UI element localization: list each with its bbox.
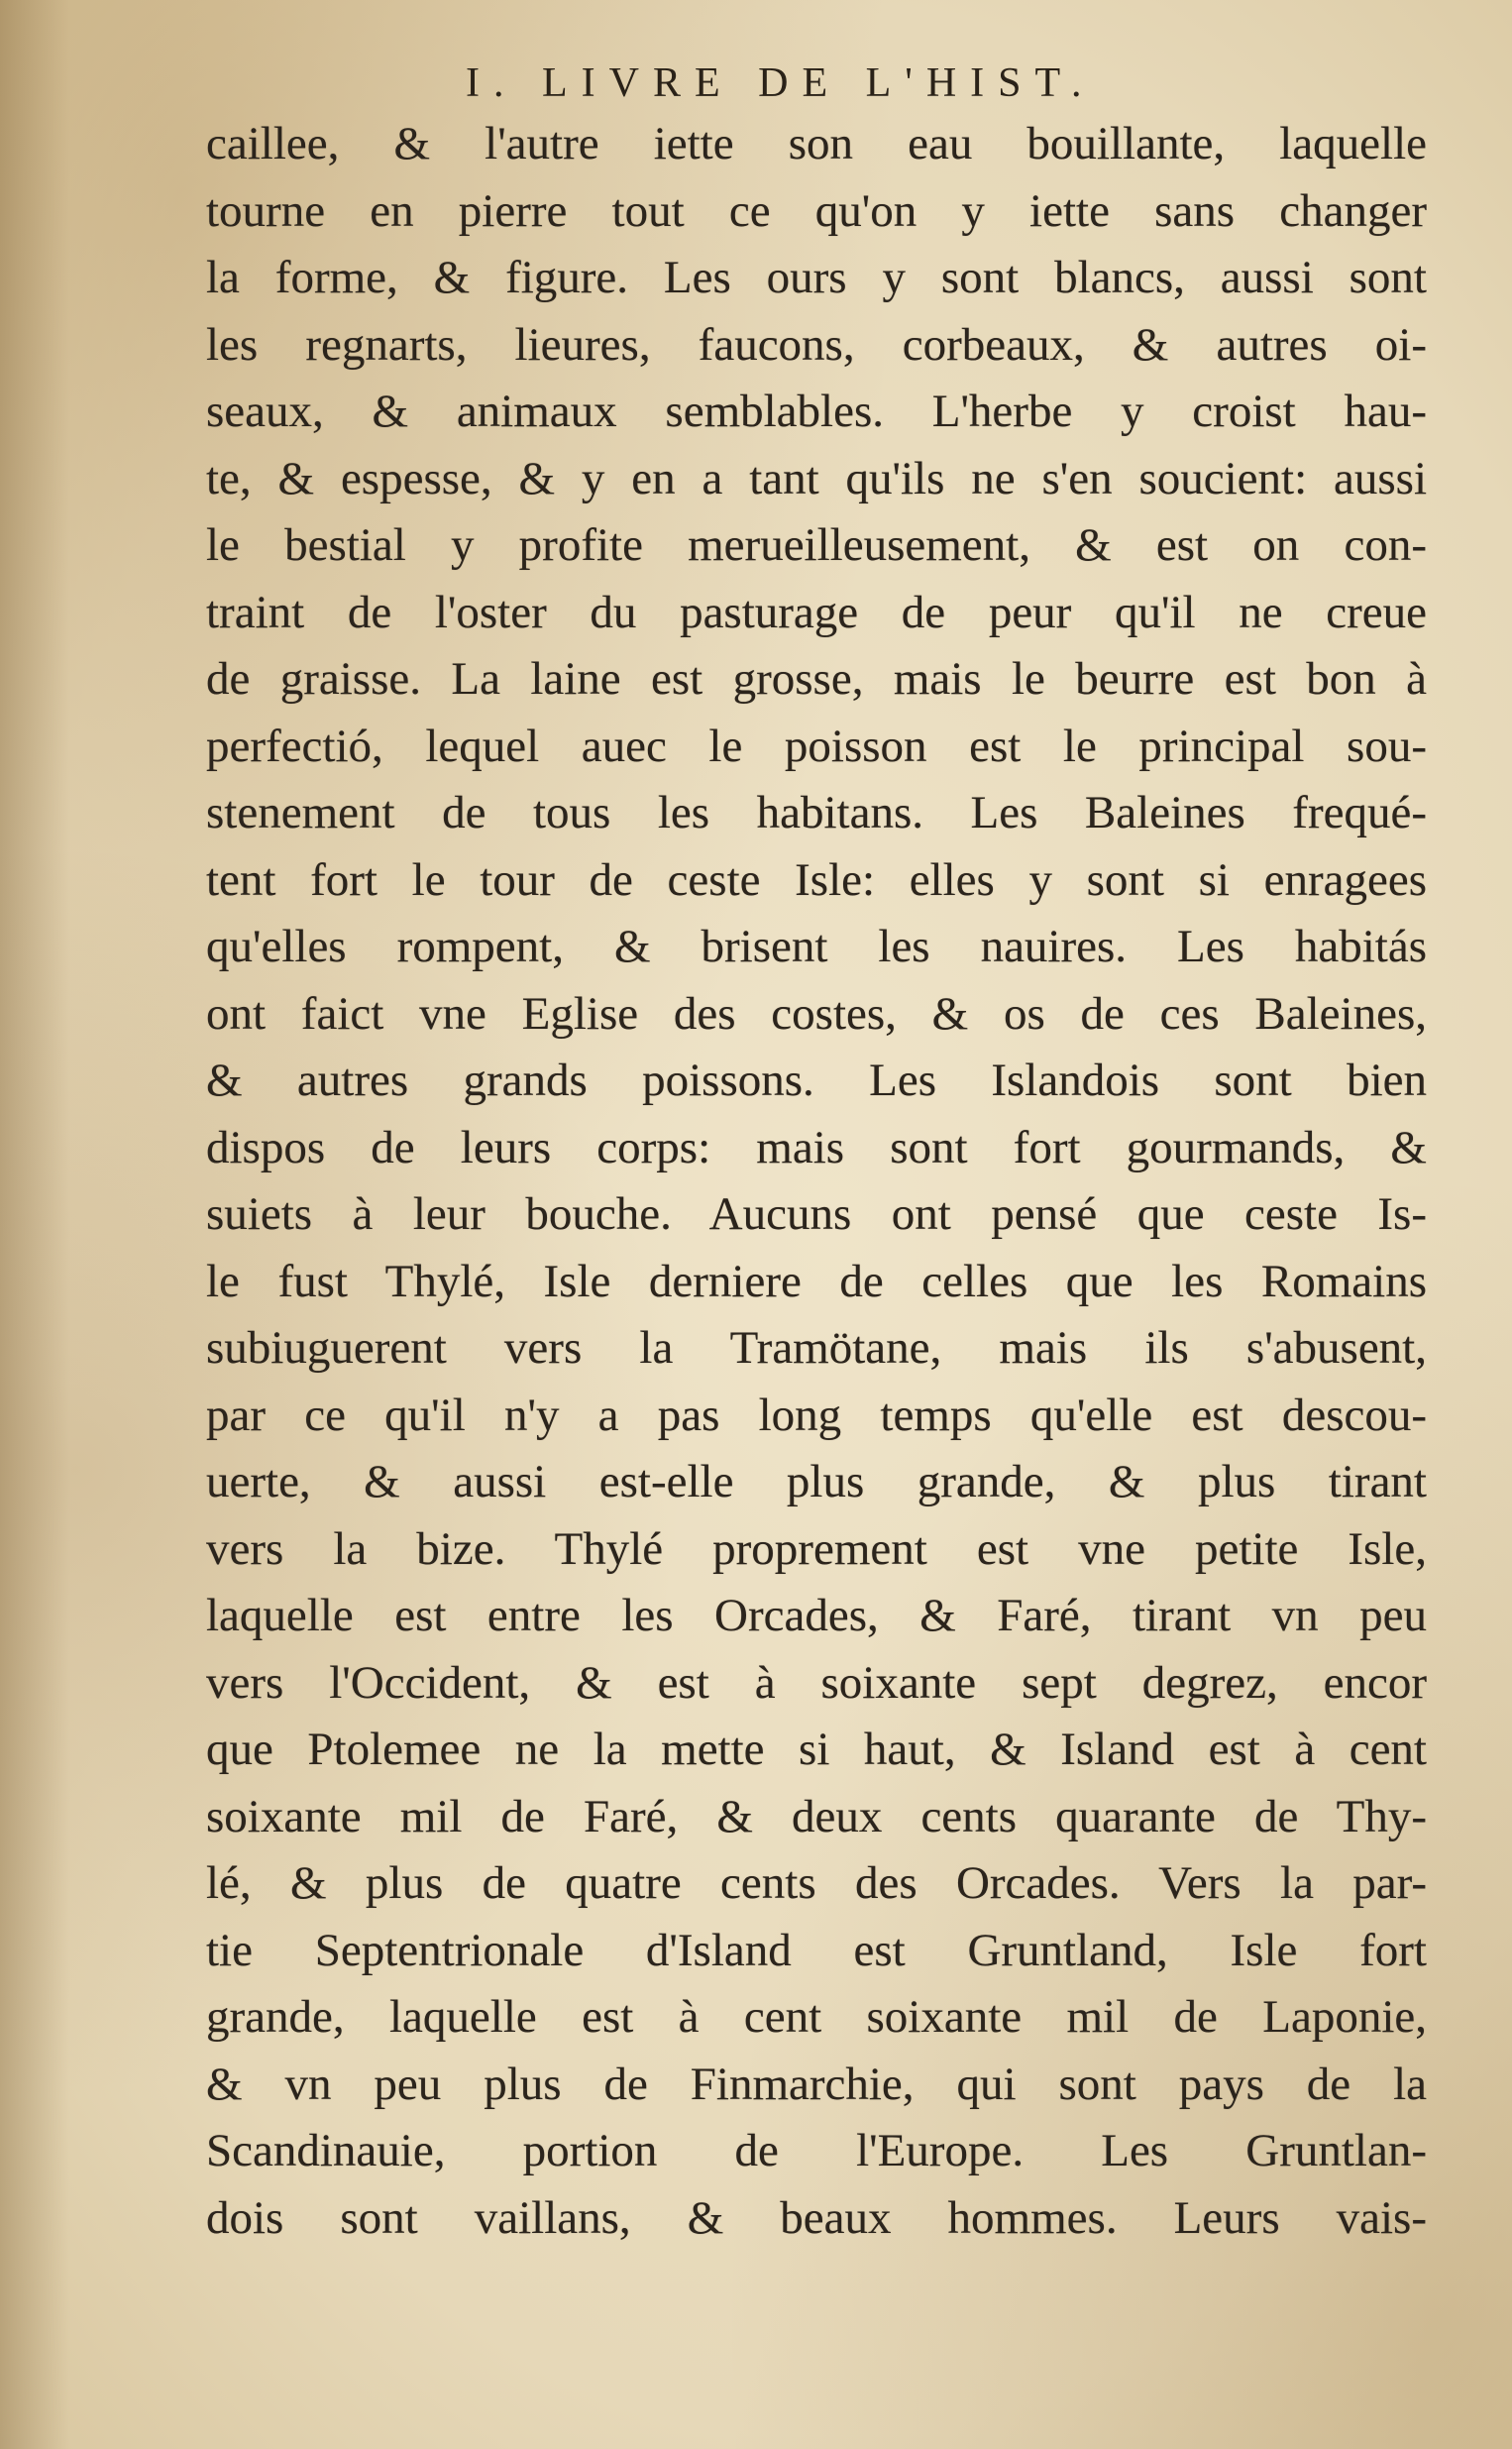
text-line: grande, laquelle est à cent soixante mil de Laponie,	[206, 1991, 1427, 2043]
text-line: caillee, & l'autre iette son eau bouillante, laquelle	[206, 118, 1427, 169]
text-line: soixante mil de Faré, & deux cents quarante de Thy-	[206, 1790, 1427, 1842]
text-line: perfectió, lequel auec le poisson est le principal sou-	[206, 720, 1427, 772]
text-line: par ce qu'il n'y a pas long temps qu'elle est descou-	[206, 1389, 1427, 1441]
text-line: les regnarts, lieures, faucons, corbeaux, & autres oi-	[206, 318, 1427, 371]
text-line: suiets à leur bouche. Aucuns ont pensé que ceste Is-	[206, 1188, 1427, 1240]
text-line: stenement de tous les habitans. Les Baleines frequé-	[206, 787, 1427, 838]
running-head: I. LIVRE DE L'HIST.	[466, 60, 1096, 106]
text-line: Scandinauie, portion de l'Europe. Les Gruntlan-	[206, 2125, 1427, 2176]
text-line: uerte, & aussi est-elle plus grande, & plus tirant	[206, 1456, 1427, 1507]
text-line: tent fort le tour de ceste Isle: elles y sont si enragees	[206, 853, 1427, 906]
text-line: tie Septentrionale d'Island est Gruntland, Isle fort	[206, 1924, 1427, 1976]
text-line: laquelle est entre les Orcades, & Faré, tirant vn peu	[206, 1590, 1427, 1641]
text-line: ont faict vne Eglise des costes, & os de ces Baleines,	[206, 987, 1427, 1040]
text-line: le bestial y profite merueilleusement, & est on con-	[206, 519, 1427, 571]
text-line: traint de l'oster du pasturage de peur qu'il ne creue	[206, 586, 1427, 638]
text-line: vers la bize. Thylé proprement est vne petite Isle,	[206, 1522, 1427, 1575]
text-line: dispos de leurs corps: mais sont fort gourmands, &	[206, 1121, 1427, 1173]
text-line: de graisse. La laine est grosse, mais le beurre est bon à	[206, 653, 1427, 705]
page-gutter-shadow	[0, 0, 69, 2449]
body-text	[206, 111, 1427, 2252]
text-line: le fust Thylé, Isle derniere de celles que les Romains	[206, 1255, 1427, 1307]
text-line: dois sont vaillans, & beaux hommes. Leurs vais-	[206, 2191, 1427, 2244]
text-line: qu'elles rompent, & brisent les nauires. Les habitás	[206, 921, 1427, 972]
text-line: & autres grands poissons. Les Islandois sont bien	[206, 1055, 1427, 1106]
text-line: vers l'Occident, & est à soixante sept degrez, encor	[206, 1656, 1427, 1709]
text-line: tourne en pierre tout ce qu'on y iette sans changer	[206, 184, 1427, 237]
text-line: & vn peu plus de Finmarchie, qui sont pays de la	[206, 2058, 1427, 2110]
text-line: te, & espesse, & y en a tant qu'ils ne s'en soucient: aussi	[206, 452, 1427, 504]
text-line: lé, & plus de quatre cents des Orcades. Vers la par-	[206, 1857, 1427, 1909]
text-line: subiuguerent vers la Tramötane, mais ils s'abusent,	[206, 1322, 1427, 1374]
text-line: la forme, & figure. Les ours y sont blancs, aussi sont	[206, 252, 1427, 303]
text-line: seaux, & animaux semblables. L'herbe y croist hau-	[206, 386, 1427, 437]
text-line: que Ptolemee ne la mette si haut, & Island est à cent	[206, 1724, 1427, 1775]
